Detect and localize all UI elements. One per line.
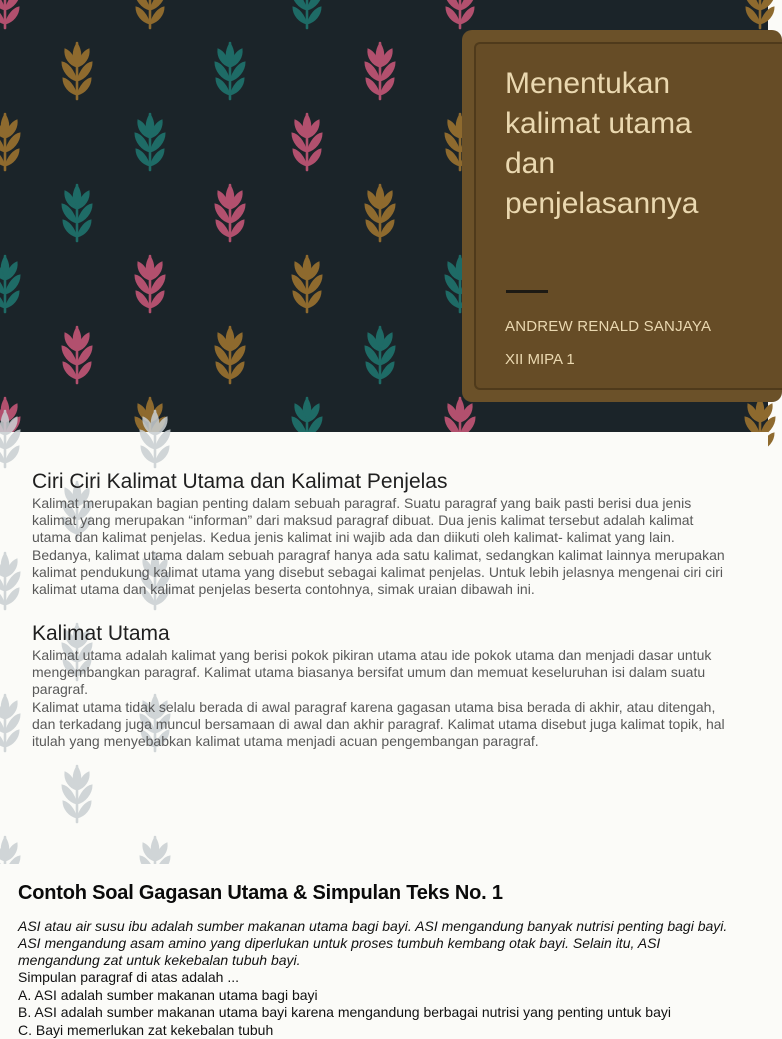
question-block <box>18 969 758 1039</box>
leaf-sprig <box>365 43 395 99</box>
document-page <box>0 864 768 1024</box>
section-heading-ciri: Ciri Ciri Kalimat Utama dan Kalimat Penjelas <box>32 469 447 495</box>
leaf-sprig <box>215 327 245 383</box>
faint-leaf-sprig <box>140 411 170 467</box>
faint-leaf-sprig <box>0 695 20 751</box>
section-heading-kalimat-utama: Kalimat Utama <box>32 621 170 647</box>
paragraph: Kalimat utama tidak selalu berada di awal paragraf karena gagasan utama bisa berada di akhir, atau ditengah, dan terkadang juga muncul bersamaan di awal dan akhir paragraf. Kalimat utama disebut juga kalimat topik, hal itulah yang menyebabkan kalimat utama menjadi acuan pengembangan paragraf. <box>32 699 732 751</box>
slide-title: Menentukan kalimat utama dan penjelasannya <box>505 64 735 224</box>
leaf-sprig <box>745 0 775 28</box>
leaf-sprig <box>292 0 322 28</box>
leaf-sprig <box>215 43 245 99</box>
leaf-sprig <box>135 114 165 170</box>
leaf-sprig <box>62 43 92 99</box>
leaf-sprig <box>0 256 20 312</box>
option-c: C. Bayi memerlukan zat kekebalan tubuh <box>18 1022 758 1039</box>
option-a: A. ASI adalah sumber makanan utama bagi bayi <box>18 987 758 1005</box>
leaf-sprig <box>0 114 20 170</box>
faint-leaf-sprig <box>62 766 92 822</box>
faint-leaf-sprig <box>0 553 20 609</box>
class-name: XII MIPA 1 <box>505 351 575 368</box>
leaf-sprig <box>292 114 322 170</box>
text-slide <box>0 432 768 864</box>
section-body-kalimat-utama <box>32 647 732 750</box>
leaf-sprig <box>62 185 92 241</box>
leaf-sprig <box>292 256 322 312</box>
paragraph: Kalimat utama adalah kalimat yang berisi pokok pikiran utama atau ide pokok utama dan menjadi dasar untuk mengembangkan paragraf. Kalimat utama biasanya bersifat umum dan memuat keseluruhan isi dalam suatu paragraf. <box>32 647 732 699</box>
title-slide <box>0 0 768 432</box>
leaf-sprig <box>365 185 395 241</box>
leaf-sprig <box>62 327 92 383</box>
title-divider <box>506 290 548 293</box>
leaf-sprig <box>135 0 165 28</box>
leaf-sprig <box>445 0 475 28</box>
leaf-sprig <box>0 0 20 28</box>
option-b: B. ASI adalah sumber makanan utama bayi karena mengandung berbagai nutrisi yang penting untuk bayi <box>18 1004 758 1022</box>
leaf-sprig <box>365 327 395 383</box>
question-heading: Contoh Soal Gagasan Utama & Simpulan Teks No. 1 <box>18 882 503 905</box>
section-body-ciri <box>32 495 732 598</box>
leaf-sprig <box>215 185 245 241</box>
question-prompt: Simpulan paragraf di atas adalah ... <box>18 969 758 987</box>
author-name: ANDREW RENALD SANJAYA <box>505 318 711 335</box>
question-passage: ASI atau air susu ibu adalah sumber makanan utama bagi bayi. ASI mengandung banyak nutrisi penting bagi bayi. ASI mengandung asam amino yang diperlukan untuk proses tumbuh kembang otak bayi. Selain itu, ASI mengandung zat untuk kekebalan tubuh bayi. <box>18 918 738 968</box>
leaf-sprig <box>135 256 165 312</box>
paragraph: Kalimat merupakan bagian penting dalam sebuah paragraf. Suatu paragraf yang baik pasti berisi dua jenis kalimat yang merupakan “informan” dari maksud paragraf dibuat. Dua jenis kalimat tersebut adalah kalimat utama dan kalimat penjelas. Kedua jenis kalimat ini wajib ada dan diikuti oleh kalimat- kalimat yang lain. Bedanya, kalimat utama dalam sebuah paragraf hanya ada satu kalimat, sedangkan kalimat lainnya merupakan kalimat pendukung kalimat utama yang disebut sebagai kalimat penjelas. Untuk lebih jelasnya mengenai ciri ciri kalimat utama dan kalimat penjelas beserta contohnya, simak uraian dibawah ini. <box>32 495 732 598</box>
